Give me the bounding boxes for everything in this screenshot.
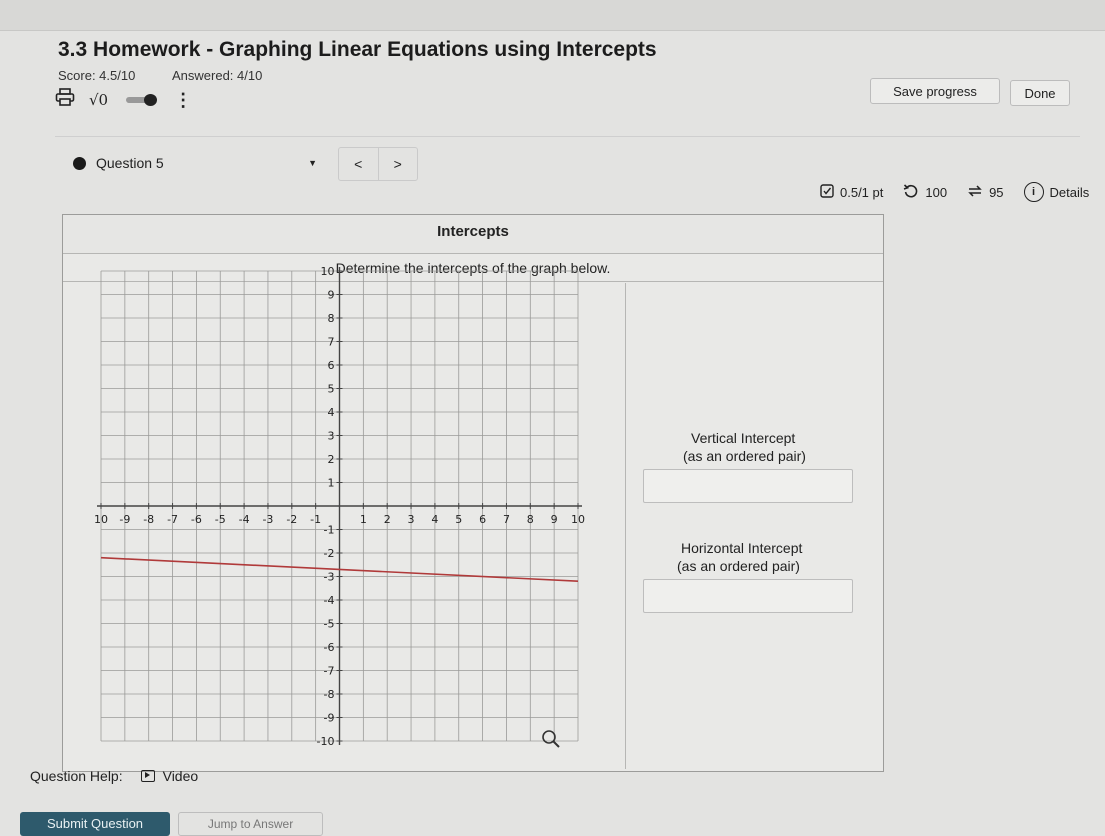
y-tick-label: -2 [323, 547, 335, 560]
x-tick-label: -2 [286, 513, 298, 526]
x-tick-label: -5 [214, 513, 226, 526]
panel-title: Intercepts [437, 223, 509, 240]
y-tick-label: -4 [323, 594, 335, 607]
x-tick-label: -1 [310, 513, 322, 526]
y-tick-label: 1 [327, 476, 335, 490]
retry-icon [903, 183, 919, 202]
x-tick-label: -4 [238, 513, 250, 526]
save-progress-button[interactable]: Save progress [870, 78, 1000, 104]
y-tick-label: 2 [327, 453, 335, 466]
math-toggle-switch[interactable] [122, 94, 160, 106]
question-help-label: Question Help: [30, 768, 123, 784]
caret-down-icon: ▼ [308, 158, 317, 168]
zoom-icon[interactable] [543, 731, 559, 747]
vertical-intercept-input[interactable] [643, 469, 853, 503]
intercepts-graph [63, 215, 625, 771]
attempts-count: 95 [989, 184, 1004, 200]
y-tick-label: 10 [320, 265, 335, 278]
y-tick-label: -7 [323, 664, 335, 678]
question-bar [55, 136, 1080, 185]
x-tick-label: 3 [407, 513, 415, 526]
horizontal-intercept-input[interactable] [643, 579, 853, 613]
toolbar [55, 88, 192, 111]
submit-question-button[interactable]: Submit Question [20, 812, 170, 836]
question-help [30, 768, 198, 784]
x-tick-label: 10 [571, 513, 585, 526]
y-tick-label: -8 [323, 688, 335, 701]
x-tick-label: 7 [502, 513, 510, 526]
vertical-intercept-label: Vertical Intercept [691, 430, 796, 446]
points-text: 0.5/1 pt [840, 184, 884, 200]
question-prompt: Determine the intercepts of the graph below. [63, 255, 883, 282]
question-nav [338, 147, 418, 181]
panel-divider [625, 283, 626, 769]
checkbox-icon [820, 184, 834, 201]
x-tick-label: 10 [94, 513, 108, 526]
y-tick-label: -6 [323, 641, 335, 654]
jump-to-answer-button[interactable]: Jump to Answer [178, 812, 323, 836]
x-tick-label: -3 [262, 513, 274, 526]
y-tick-label: 7 [327, 335, 335, 349]
question-selector[interactable] [73, 147, 323, 179]
x-tick-label: -8 [143, 513, 155, 526]
horizontal-intercept-label: Horizontal Intercept [681, 540, 803, 556]
done-button[interactable]: Done [1010, 80, 1070, 106]
y-tick-label: -5 [323, 617, 335, 631]
x-tick-label: 9 [550, 513, 558, 526]
next-question-button[interactable]: > [393, 156, 402, 172]
y-tick-label: -10 [316, 735, 335, 748]
y-tick-label: 6 [327, 359, 335, 372]
y-tick-label: -1 [323, 523, 335, 537]
video-link[interactable]: Video [162, 768, 199, 784]
y-tick-label: -3 [323, 570, 335, 584]
x-tick-label: 2 [383, 513, 391, 526]
question-status-dot [73, 157, 86, 170]
browser-strip [0, 0, 1105, 31]
y-tick-label: -9 [323, 711, 335, 725]
x-tick-label: -9 [119, 513, 131, 526]
page-title: 3.3 Homework - Graphing Linear Equations using Intercepts [58, 38, 657, 61]
answered-text: Answered: 4/10 [172, 68, 263, 83]
prev-question-button[interactable]: < [339, 148, 379, 180]
question-selector-label: Question 5 [96, 155, 164, 171]
print-icon[interactable] [55, 88, 75, 111]
x-tick-label: 6 [479, 513, 487, 526]
more-options-icon[interactable]: ⋮ [174, 89, 193, 110]
y-tick-label: 9 [327, 288, 335, 302]
details-link[interactable]: Details [1049, 184, 1090, 200]
attempts-icon [967, 183, 983, 202]
y-tick-label: 4 [327, 406, 335, 419]
x-tick-label: 8 [526, 513, 534, 526]
question-panel [62, 214, 884, 772]
info-icon[interactable]: i [1024, 182, 1044, 202]
x-tick-label: 1 [359, 513, 367, 526]
x-tick-label: -7 [167, 513, 179, 526]
x-tick-label: 5 [455, 513, 463, 526]
horizontal-intercept-sublabel: (as an ordered pair) [677, 558, 800, 574]
math-input-toggle-label: √0 [89, 90, 109, 109]
question-meta [820, 182, 1089, 202]
retries-count: 100 [925, 184, 948, 200]
video-icon[interactable] [141, 770, 155, 782]
y-tick-label: 3 [327, 429, 335, 443]
y-tick-label: 8 [327, 312, 335, 325]
vertical-intercept-sublabel: (as an ordered pair) [683, 448, 806, 464]
y-tick-label: 5 [327, 382, 335, 396]
x-tick-label: -6 [190, 513, 202, 526]
score-text: Score: 4.5/10 [58, 68, 136, 83]
x-tick-label: 4 [431, 513, 439, 526]
